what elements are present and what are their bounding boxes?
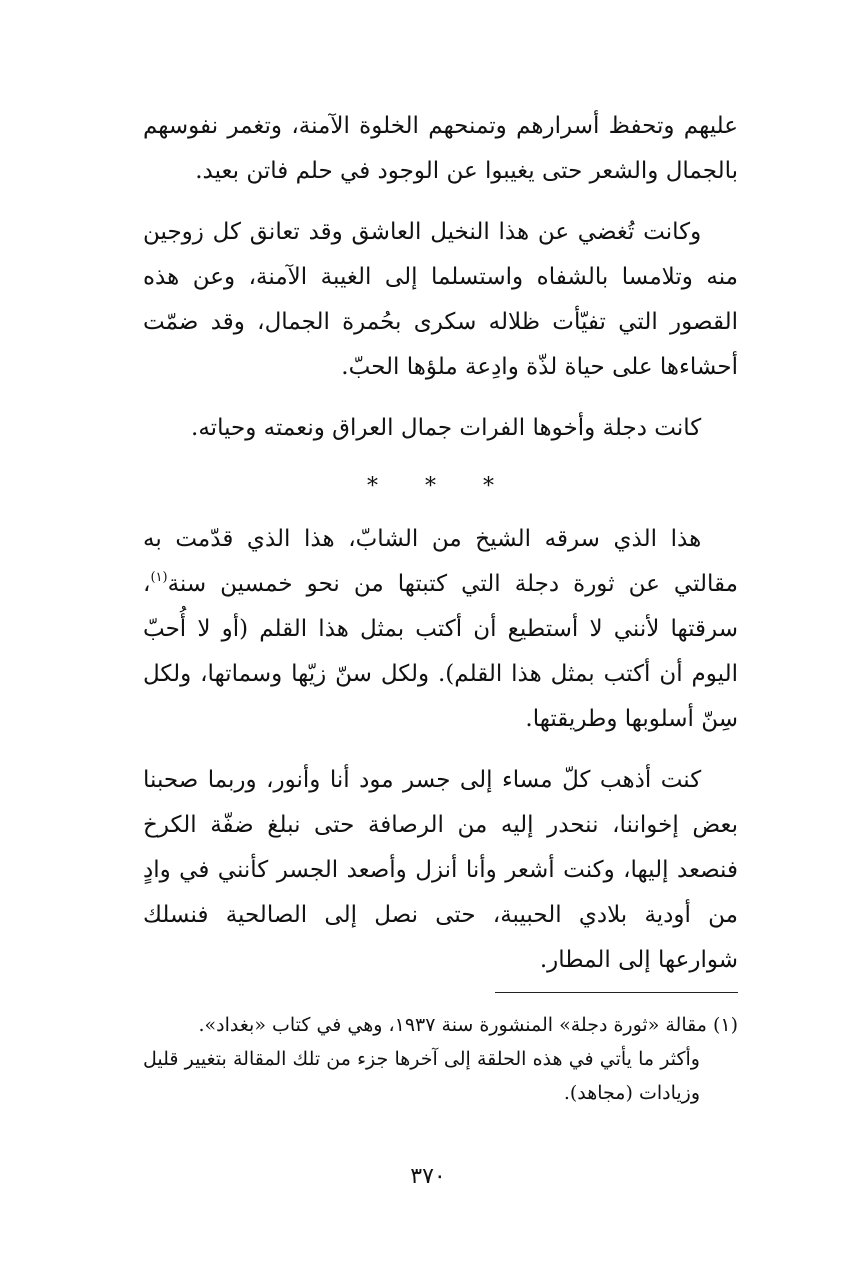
paragraph-1: عليهم وتحفظ أسرارهم وتمنحهم الخلوة الآمنة، وتغمر نفوسهم بالجمال والشعر حتى يغيبوا عن الوجود في حلم فاتن بعيد. xyxy=(143,113,738,184)
page-body xyxy=(143,104,738,999)
footnote xyxy=(143,1008,738,1110)
footnote-reference: (١) xyxy=(150,570,168,585)
paragraph-4-text-a: هذا الذي سرقه الشيخ من الشابّ، هذا الذي قدّمت به مقالتي عن ثورة دجلة التي كتبتها من نحو خمسين سنة xyxy=(143,526,738,597)
paragraph-3: كانت دجلة وأخوها الفرات جمال العراق ونعمته وحياته. xyxy=(191,415,702,441)
paragraph-5: كنت أذهب كلّ مساء إلى جسر مود أنا وأنور، وربما صحبنا بعض إخواننا، ننحدر إليه من الرصافة حتى نبلغ ضفّة الكرخ فنصعد إليها، وكنت أشعر وأنا أنزل وأصعد الجسر كأنني في وادٍ من أودية بلادي الحبيبة، حتى نصل إلى الصالحية فنسلك شوارعها إلى المطار. xyxy=(143,767,738,973)
footnote-line-2: وأكثر ما يأتي في هذه الحلقة إلى آخرها جزء من تلك المقالة بتغيير قليل وزيادات (مجاهد). xyxy=(143,1048,700,1104)
page-number: ٣٧٠ xyxy=(410,1164,446,1189)
paragraph-4-text-b: ، سرقتها لأنني لا أستطيع أن أكتب بمثل هذا القلم (أو لا أُحبّ اليوم أن أكتب بمثل هذا القلم). ولكل سنّ زيّها وسماتها، ولكل سِنّ أسلوبها وطريقتها. xyxy=(143,571,738,732)
footnote-divider xyxy=(495,992,738,993)
paragraph-4 xyxy=(143,517,738,742)
paragraph-2: وكانت تُغضي عن هذا النخيل العاشق وقد تعانق كل زوجين منه وتلامسا بالشفاه واستسلما إلى الغيبة الآمنة، وعن هذه القصور التي تفيّأت ظلاله سكرى بحُمرة الجمال، وقد ضمّت أحشاءها على حياة لذّة وادِعة ملؤها الحبّ. xyxy=(143,219,738,380)
section-separator: * * * xyxy=(367,474,514,499)
footnote-line-1: (١) مقالة «ثورة دجلة» المنشورة سنة ١٩٣٧، وهي في كتاب «بغداد». xyxy=(198,1014,738,1036)
